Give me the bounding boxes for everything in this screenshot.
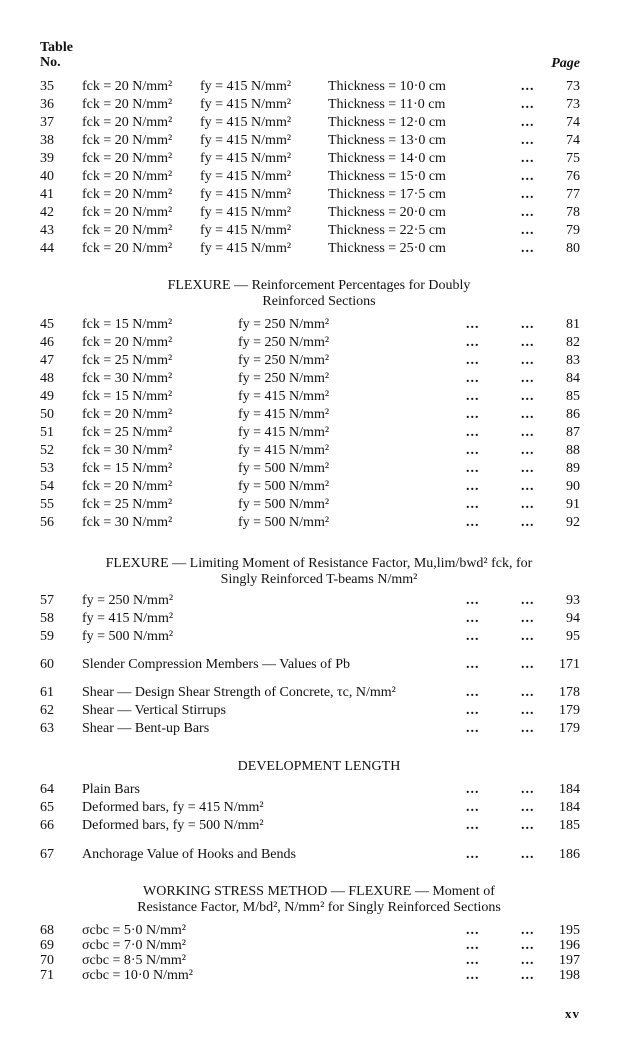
- page-number: 88: [566, 443, 580, 458]
- leader-dots: ...: [521, 685, 535, 700]
- section-heading-line1: DEVELOPMENT LENGTH: [237, 759, 401, 774]
- table-number: 57: [40, 593, 54, 608]
- entry-description: Shear — Vertical Stirrups: [82, 703, 226, 718]
- fck-value: fck = 15 N/mm²: [82, 317, 173, 332]
- page-number: 90: [566, 479, 580, 494]
- fy-value: fy = 500 N/mm²: [238, 515, 330, 530]
- leader-dots: ...: [466, 657, 480, 672]
- fy-value: fy = 415 N/mm²: [200, 115, 292, 130]
- thickness-value: Thickness = 15·0 cm: [328, 169, 446, 184]
- table-number: 53: [40, 461, 54, 476]
- section-heading-line2: Resistance Factor, M/bd², N/mm² for Singly Reinforced Sections: [137, 900, 501, 915]
- entry-description: σcbc = 5·0 N/mm²: [82, 923, 187, 938]
- entry-description: Anchorage Value of Hooks and Bends: [82, 847, 296, 862]
- toc-row: [0, 592, 638, 610]
- page-number: 78: [566, 205, 580, 220]
- table-number: 54: [40, 479, 54, 494]
- page-number: 184: [559, 800, 580, 815]
- page-number: 76: [566, 169, 580, 184]
- leader-dots: ...: [466, 800, 480, 815]
- toc-row: [0, 799, 638, 817]
- table-number: 56: [40, 515, 54, 530]
- thickness-value: Thickness = 22·5 cm: [328, 223, 446, 238]
- thickness-value: Thickness = 20·0 cm: [328, 205, 446, 220]
- page-number: 83: [566, 353, 580, 368]
- fy-value: fy = 415 N/mm²: [200, 97, 292, 112]
- toc-row: [0, 656, 638, 674]
- toc-row: [0, 370, 638, 388]
- leader-dots: ...: [466, 953, 480, 968]
- leader-dots: ...: [521, 461, 535, 476]
- fy-value: fy = 250 N/mm²: [238, 371, 330, 386]
- fck-value: fck = 20 N/mm²: [82, 151, 173, 166]
- page-number: 179: [559, 721, 580, 736]
- fck-value: fck = 30 N/mm²: [82, 515, 173, 530]
- table-number: 71: [40, 968, 54, 983]
- table-number: 38: [40, 133, 54, 148]
- thickness-value: Thickness = 12·0 cm: [328, 115, 446, 130]
- table-number: 63: [40, 721, 54, 736]
- toc-row: [0, 817, 638, 835]
- leader-dots: ...: [466, 479, 480, 494]
- table-number: 42: [40, 205, 54, 220]
- page-number: 197: [559, 953, 580, 968]
- page-number: 92: [566, 515, 580, 530]
- page-number: 91: [566, 497, 580, 512]
- leader-dots: ...: [521, 335, 535, 350]
- leader-dots: ...: [466, 497, 480, 512]
- toc-row: [0, 388, 638, 406]
- leader-dots: ...: [466, 782, 480, 797]
- fck-value: fck = 20 N/mm²: [82, 97, 173, 112]
- page-number: 73: [566, 79, 580, 94]
- table-number: 47: [40, 353, 54, 368]
- table-number: 60: [40, 657, 54, 672]
- entry-description: σcbc = 8·5 N/mm²: [82, 953, 187, 968]
- table-number: 65: [40, 800, 54, 815]
- leader-dots: ...: [466, 611, 480, 626]
- fck-value: fck = 20 N/mm²: [82, 169, 173, 184]
- entry-description: Shear — Design Shear Strength of Concrete, τc, N/mm²: [82, 685, 396, 700]
- section-heading-line1: FLEXURE — Limiting Moment of Resistance Factor, Mu,lim/bwd² fck, for: [105, 556, 533, 571]
- leader-dots: ...: [521, 317, 535, 332]
- table-number: 48: [40, 371, 54, 386]
- leader-dots: ...: [521, 782, 535, 797]
- leader-dots: ...: [466, 593, 480, 608]
- leader-dots: ...: [521, 847, 535, 862]
- fck-value: fck = 25 N/mm²: [82, 497, 173, 512]
- page-number: 184: [559, 782, 580, 797]
- table-number: 40: [40, 169, 54, 184]
- leader-dots: ...: [521, 205, 535, 220]
- leader-dots: ...: [521, 657, 535, 672]
- entry-description: fy = 415 N/mm²: [82, 611, 174, 626]
- page-number: 195: [559, 923, 580, 938]
- page-number: 77: [566, 187, 580, 202]
- toc-row: [0, 781, 638, 799]
- leader-dots: ...: [521, 703, 535, 718]
- entry-description: Slender Compression Members — Values of Pb: [82, 657, 351, 672]
- table-number: 43: [40, 223, 54, 238]
- toc-row: [0, 114, 638, 132]
- leader-dots: ...: [466, 515, 480, 530]
- page-number: 81: [566, 317, 580, 332]
- toc-row: [0, 132, 638, 150]
- fy-value: fy = 250 N/mm²: [238, 335, 330, 350]
- fck-value: fck = 20 N/mm²: [82, 223, 173, 238]
- toc-row: [0, 240, 638, 258]
- toc-row: [0, 684, 638, 702]
- leader-dots: ...: [521, 353, 535, 368]
- table-number: 67: [40, 847, 54, 862]
- page-number: 89: [566, 461, 580, 476]
- fy-value: fy = 415 N/mm²: [200, 187, 292, 202]
- fy-value: fy = 415 N/mm²: [238, 443, 330, 458]
- leader-dots: ...: [521, 818, 535, 833]
- fck-value: fck = 15 N/mm²: [82, 389, 173, 404]
- fck-value: fck = 20 N/mm²: [82, 205, 173, 220]
- page-number: 95: [566, 629, 580, 644]
- fy-value: fy = 415 N/mm²: [200, 223, 292, 238]
- fy-value: fy = 415 N/mm²: [200, 133, 292, 148]
- leader-dots: ...: [521, 968, 535, 983]
- fck-value: fck = 20 N/mm²: [82, 133, 173, 148]
- section-heading-development-length: [0, 759, 638, 775]
- leader-dots: ...: [466, 335, 480, 350]
- page-number: 75: [566, 151, 580, 166]
- table-number: 64: [40, 782, 54, 797]
- leader-dots: ...: [521, 79, 535, 94]
- fy-value: fy = 250 N/mm²: [238, 317, 330, 332]
- table-number: 39: [40, 151, 54, 166]
- table-no-header: [40, 40, 73, 70]
- fck-value: fck = 20 N/mm²: [82, 407, 173, 422]
- entry-description: Shear — Bent-up Bars: [82, 721, 210, 736]
- toc-row: [0, 720, 638, 738]
- fck-value: fck = 25 N/mm²: [82, 425, 173, 440]
- table-number: 49: [40, 389, 54, 404]
- leader-dots: ...: [521, 800, 535, 815]
- leader-dots: ...: [466, 629, 480, 644]
- table-number: 52: [40, 443, 54, 458]
- entry-description: σcbc = 7·0 N/mm²: [82, 938, 187, 953]
- entry-description: fy = 500 N/mm²: [82, 629, 174, 644]
- fy-value: fy = 415 N/mm²: [238, 425, 330, 440]
- table-number: 51: [40, 425, 54, 440]
- table-number: 37: [40, 115, 54, 130]
- leader-dots: ...: [521, 425, 535, 440]
- leader-dots: ...: [521, 938, 535, 953]
- table-number: 61: [40, 685, 54, 700]
- table-number: 59: [40, 629, 54, 644]
- toc-row: [0, 96, 638, 114]
- toc-row: [0, 514, 638, 532]
- leader-dots: ...: [521, 629, 535, 644]
- toc-row: [0, 168, 638, 186]
- table-number: 45: [40, 317, 54, 332]
- toc-row: [0, 442, 638, 460]
- table-number: 70: [40, 953, 54, 968]
- table-number: 46: [40, 335, 54, 350]
- section-heading-line2: Reinforced Sections: [262, 294, 376, 309]
- section-heading-line1: WORKING STRESS METHOD — FLEXURE — Moment of: [143, 884, 495, 899]
- leader-dots: ...: [466, 371, 480, 386]
- toc-row: [0, 186, 638, 204]
- fy-value: fy = 415 N/mm²: [200, 241, 292, 256]
- leader-dots: ...: [521, 721, 535, 736]
- thickness-value: Thickness = 11·0 cm: [328, 97, 446, 112]
- toc-row: [0, 406, 638, 424]
- toc-row: [0, 222, 638, 240]
- toc-row: [0, 702, 638, 720]
- leader-dots: ...: [521, 187, 535, 202]
- page-number: 86: [566, 407, 580, 422]
- fck-value: fck = 20 N/mm²: [82, 115, 173, 130]
- fy-value: fy = 500 N/mm²: [238, 461, 330, 476]
- toc-row: [0, 78, 638, 96]
- section-heading-line1: FLEXURE — Reinforcement Percentages for Doubly: [167, 278, 471, 293]
- page-number: 73: [566, 97, 580, 112]
- leader-dots: ...: [521, 97, 535, 112]
- table-number: 55: [40, 497, 54, 512]
- page-number: 94: [566, 611, 580, 626]
- leader-dots: ...: [521, 133, 535, 148]
- leader-dots: ...: [466, 938, 480, 953]
- page-number: 93: [566, 593, 580, 608]
- fy-value: fy = 250 N/mm²: [238, 353, 330, 368]
- leader-dots: ...: [466, 461, 480, 476]
- page-number: 79: [566, 223, 580, 238]
- leader-dots: ...: [521, 953, 535, 968]
- page-number: 74: [566, 133, 580, 148]
- leader-dots: ...: [521, 407, 535, 422]
- leader-dots: ...: [521, 151, 535, 166]
- page-number: 74: [566, 115, 580, 130]
- toc-row: [0, 204, 638, 222]
- leader-dots: ...: [521, 115, 535, 130]
- fck-value: fck = 20 N/mm²: [82, 79, 173, 94]
- table-number: 66: [40, 818, 54, 833]
- page-number: 82: [566, 335, 580, 350]
- fck-value: fck = 20 N/mm²: [82, 479, 173, 494]
- leader-dots: ...: [466, 407, 480, 422]
- leader-dots: ...: [521, 223, 535, 238]
- leader-dots: ...: [466, 353, 480, 368]
- section-heading-working-stress: [0, 884, 638, 916]
- leader-dots: ...: [521, 497, 535, 512]
- page-number: 84: [566, 371, 580, 386]
- page-number: 179: [559, 703, 580, 718]
- fck-value: fck = 30 N/mm²: [82, 371, 173, 386]
- entry-description: Deformed bars, fy = 500 N/mm²: [82, 818, 264, 833]
- table-number: 44: [40, 241, 54, 256]
- leader-dots: ...: [521, 923, 535, 938]
- section-heading-t-beams: [0, 556, 638, 588]
- leader-dots: ...: [466, 818, 480, 833]
- fck-value: fck = 15 N/mm²: [82, 461, 173, 476]
- fy-value: fy = 415 N/mm²: [200, 205, 292, 220]
- page-number: 198: [559, 968, 580, 983]
- toc-row: [0, 496, 638, 514]
- fy-value: fy = 415 N/mm²: [200, 79, 292, 94]
- fy-value: fy = 500 N/mm²: [238, 479, 330, 494]
- fck-value: fck = 20 N/mm²: [82, 241, 173, 256]
- entry-description: Plain Bars: [82, 782, 140, 797]
- roman-page-number: xv: [565, 1006, 580, 1021]
- toc-row: [0, 334, 638, 352]
- thickness-value: Thickness = 25·0 cm: [328, 241, 446, 256]
- page-number: 171: [559, 657, 580, 672]
- thickness-value: Thickness = 10·0 cm: [328, 79, 446, 94]
- toc-row: [0, 967, 638, 985]
- leader-dots: ...: [521, 241, 535, 256]
- leader-dots: ...: [521, 443, 535, 458]
- leader-dots: ...: [466, 685, 480, 700]
- leader-dots: ...: [521, 515, 535, 530]
- section-heading-doubly-reinforced: [0, 278, 638, 310]
- entry-description: Deformed bars, fy = 415 N/mm²: [82, 800, 264, 815]
- leader-dots: ...: [521, 479, 535, 494]
- table-number: 62: [40, 703, 54, 718]
- fck-value: fck = 30 N/mm²: [82, 443, 173, 458]
- fy-value: fy = 415 N/mm²: [200, 151, 292, 166]
- leader-dots: ...: [466, 443, 480, 458]
- leader-dots: ...: [521, 611, 535, 626]
- toc-row: [0, 478, 638, 496]
- thickness-value: Thickness = 17·5 cm: [328, 187, 446, 202]
- fy-value: fy = 415 N/mm²: [238, 389, 330, 404]
- table-number: 50: [40, 407, 54, 422]
- no-label: No.: [40, 55, 61, 70]
- leader-dots: ...: [521, 169, 535, 184]
- page-number: 87: [566, 425, 580, 440]
- leader-dots: ...: [466, 425, 480, 440]
- toc-row: [0, 150, 638, 168]
- leader-dots: ...: [466, 923, 480, 938]
- page-number: 185: [559, 818, 580, 833]
- leader-dots: ...: [466, 389, 480, 404]
- fy-value: fy = 415 N/mm²: [200, 169, 292, 184]
- toc-row: [0, 316, 638, 334]
- page-number: 178: [559, 685, 580, 700]
- table-label: Table: [40, 40, 73, 55]
- toc-row: [0, 610, 638, 628]
- table-number: 68: [40, 923, 54, 938]
- leader-dots: ...: [466, 317, 480, 332]
- page-number: 196: [559, 938, 580, 953]
- fy-value: fy = 500 N/mm²: [238, 497, 330, 512]
- toc-row: [0, 424, 638, 442]
- page-number: 80: [566, 241, 580, 256]
- entry-description: fy = 250 N/mm²: [82, 593, 174, 608]
- leader-dots: ...: [466, 968, 480, 983]
- fck-value: fck = 20 N/mm²: [82, 335, 173, 350]
- page-number: 85: [566, 389, 580, 404]
- toc-row: [0, 846, 638, 864]
- leader-dots: ...: [466, 847, 480, 862]
- fck-value: fck = 25 N/mm²: [82, 353, 173, 368]
- table-number: 35: [40, 79, 54, 94]
- page-number: 186: [559, 847, 580, 862]
- toc-row: [0, 628, 638, 646]
- entry-description: σcbc = 10·0 N/mm²: [82, 968, 194, 983]
- fy-value: fy = 415 N/mm²: [238, 407, 330, 422]
- leader-dots: ...: [466, 703, 480, 718]
- table-number: 36: [40, 97, 54, 112]
- table-number: 58: [40, 611, 54, 626]
- leader-dots: ...: [521, 389, 535, 404]
- toc-row: [0, 352, 638, 370]
- leader-dots: ...: [466, 721, 480, 736]
- table-number: 41: [40, 187, 54, 202]
- thickness-value: Thickness = 14·0 cm: [328, 151, 446, 166]
- thickness-value: Thickness = 13·0 cm: [328, 133, 446, 148]
- section-heading-line2: Singly Reinforced T-beams N/mm²: [220, 572, 418, 587]
- toc-row: [0, 460, 638, 478]
- fck-value: fck = 20 N/mm²: [82, 187, 173, 202]
- page-column-header: Page: [551, 56, 580, 71]
- leader-dots: ...: [521, 371, 535, 386]
- table-number: 69: [40, 938, 54, 953]
- leader-dots: ...: [521, 593, 535, 608]
